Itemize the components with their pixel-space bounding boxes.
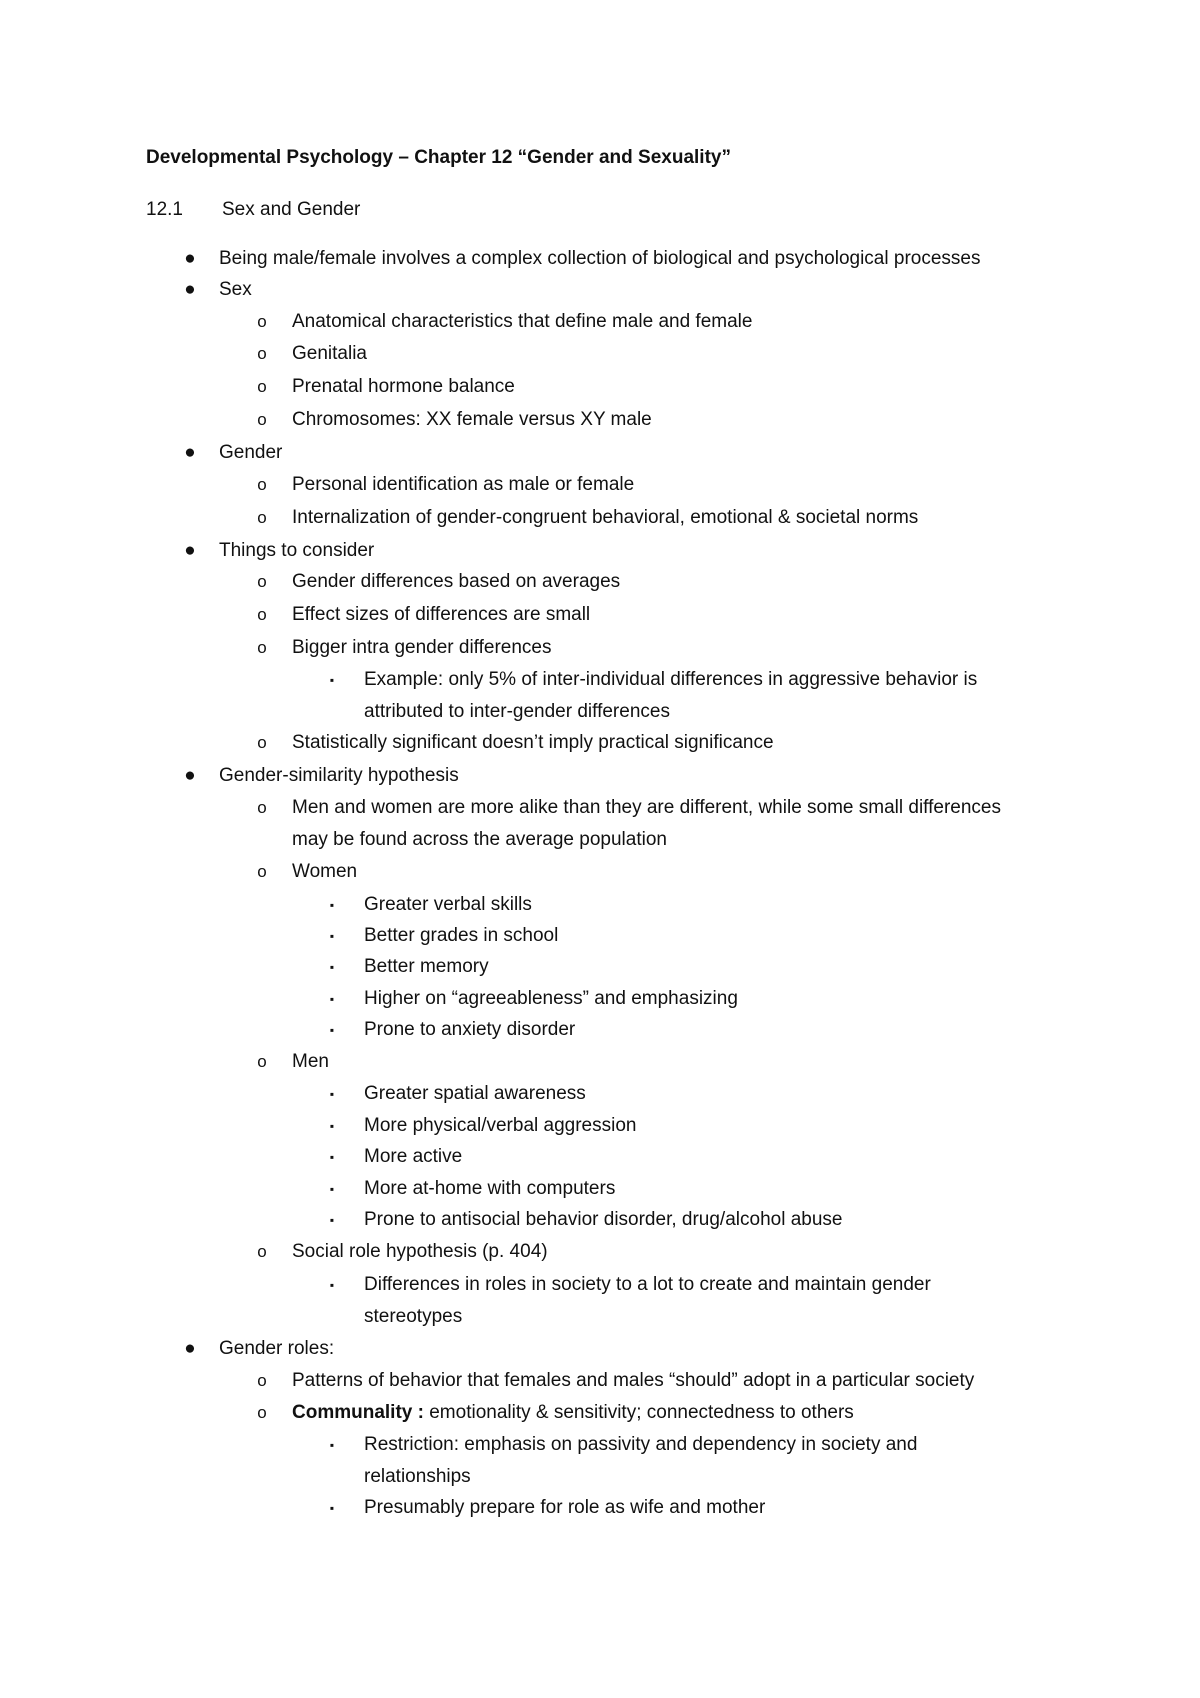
section-title: Sex and Gender	[222, 199, 361, 220]
sub-sub-bullet-marker: ▪	[329, 992, 335, 1006]
list-item: Gender differences based on averages	[292, 571, 621, 592]
bullet-marker: ●	[184, 765, 196, 786]
list-item: Gender	[219, 442, 283, 463]
section-number: 12.1	[146, 199, 183, 220]
term-bold: Communality :	[292, 1402, 424, 1423]
list-item: Gender roles:	[219, 1338, 335, 1359]
bullet-marker: ●	[184, 279, 196, 300]
list-item: More active	[364, 1146, 463, 1167]
list-item: Prenatal hormone balance	[292, 376, 515, 397]
list-item: Better grades in school	[364, 925, 559, 946]
list-item: Greater spatial awareness	[364, 1083, 586, 1104]
sub-bullet-marker: o	[257, 862, 267, 881]
list-item: Bigger intra gender differences	[292, 637, 552, 658]
sub-bullet-marker: o	[257, 1052, 267, 1071]
list-item: Personal identification as male or female	[292, 474, 635, 495]
sub-sub-bullet-marker: ▪	[329, 929, 335, 943]
list-item: Prone to anxiety disorder	[364, 1019, 576, 1040]
sub-sub-bullet-marker: ▪	[329, 1150, 335, 1164]
bullet-marker: ●	[184, 540, 196, 561]
sub-sub-bullet-marker: ▪	[329, 898, 335, 912]
list-item: Differences in roles in society to a lot to create and maintain gender	[364, 1274, 931, 1295]
sub-bullet-marker: o	[257, 508, 267, 527]
list-item: Chromosomes: XX female versus XY male	[292, 409, 652, 430]
list-item: Higher on “agreeableness” and emphasizing	[364, 988, 738, 1009]
list-item: Better memory	[364, 956, 489, 977]
list-item: Greater verbal skills	[364, 894, 532, 915]
sub-sub-bullet-marker: ▪	[329, 673, 335, 687]
list-item: Presumably prepare for role as wife and mother	[364, 1497, 766, 1518]
list-item: Gender-similarity hypothesis	[219, 765, 459, 786]
bullet-marker: ●	[184, 248, 196, 269]
list-item-continuation: attributed to inter-gender differences	[364, 701, 670, 722]
sub-bullet-marker: o	[257, 410, 267, 429]
sub-bullet-marker: o	[257, 344, 267, 363]
sub-bullet-marker: o	[257, 798, 267, 817]
list-item: Anatomical characteristics that define male and female	[292, 311, 753, 332]
list-item: Internalization of gender-congruent behavioral, emotional & societal norms	[292, 507, 919, 528]
sub-bullet-marker: o	[257, 1371, 267, 1390]
term-definition: emotionality & sensitivity; connectedness to others	[423, 1402, 854, 1423]
sub-bullet-marker: o	[257, 1242, 267, 1261]
sub-bullet-marker: o	[257, 1403, 267, 1422]
list-item: Effect sizes of differences are small	[292, 604, 591, 625]
sub-bullet-marker: o	[257, 312, 267, 331]
list-item: Being male/female involves a complex collection of biological and psychological processes	[219, 248, 981, 269]
sub-sub-bullet-marker: ▪	[329, 1023, 335, 1037]
sub-sub-bullet-marker: ▪	[329, 1182, 335, 1196]
sub-sub-bullet-marker: ▪	[329, 1501, 335, 1515]
list-item	[292, 1399, 854, 1427]
list-item: Men and women are more alike than they are different, while some small differences	[292, 797, 1001, 818]
list-item-continuation: stereotypes	[364, 1306, 463, 1327]
list-item: More physical/verbal aggression	[364, 1115, 637, 1136]
list-item: More at-home with computers	[364, 1178, 616, 1199]
sub-sub-bullet-marker: ▪	[329, 1087, 335, 1101]
sub-sub-bullet-marker: ▪	[329, 960, 335, 974]
section-heading	[146, 196, 360, 224]
list-item: Genitalia	[292, 343, 367, 364]
list-item: Patterns of behavior that females and males “should” adopt in a particular society	[292, 1370, 975, 1391]
sub-sub-bullet-marker: ▪	[329, 1119, 335, 1133]
list-item: Example: only 5% of inter-individual differences in aggressive behavior is	[364, 669, 978, 690]
page-title: Developmental Psychology – Chapter 12 “Gender and Sexuality”	[146, 147, 731, 168]
bullet-marker: ●	[184, 442, 196, 463]
sub-sub-bullet-marker: ▪	[329, 1278, 335, 1292]
list-item: Prone to antisocial behavior disorder, drug/alcohol abuse	[364, 1209, 843, 1230]
list-item: Men	[292, 1051, 329, 1072]
sub-bullet-marker: o	[257, 605, 267, 624]
sub-sub-bullet-marker: ▪	[329, 1213, 335, 1227]
list-item: Sex	[219, 279, 252, 300]
list-item: Women	[292, 861, 358, 882]
list-item: Things to consider	[219, 540, 375, 561]
sub-sub-bullet-marker: ▪	[329, 1438, 335, 1452]
list-item-continuation: may be found across the average population	[292, 829, 667, 850]
list-item: Social role hypothesis (p. 404)	[292, 1241, 548, 1262]
list-item: Statistically significant doesn’t imply practical significance	[292, 732, 774, 753]
sub-bullet-marker: o	[257, 638, 267, 657]
bullet-marker: ●	[184, 1338, 196, 1359]
sub-bullet-marker: o	[257, 733, 267, 752]
list-item-continuation: relationships	[364, 1466, 471, 1487]
sub-bullet-marker: o	[257, 475, 267, 494]
sub-bullet-marker: o	[257, 572, 267, 591]
sub-bullet-marker: o	[257, 377, 267, 396]
list-item: Restriction: emphasis on passivity and dependency in society and	[364, 1434, 918, 1455]
